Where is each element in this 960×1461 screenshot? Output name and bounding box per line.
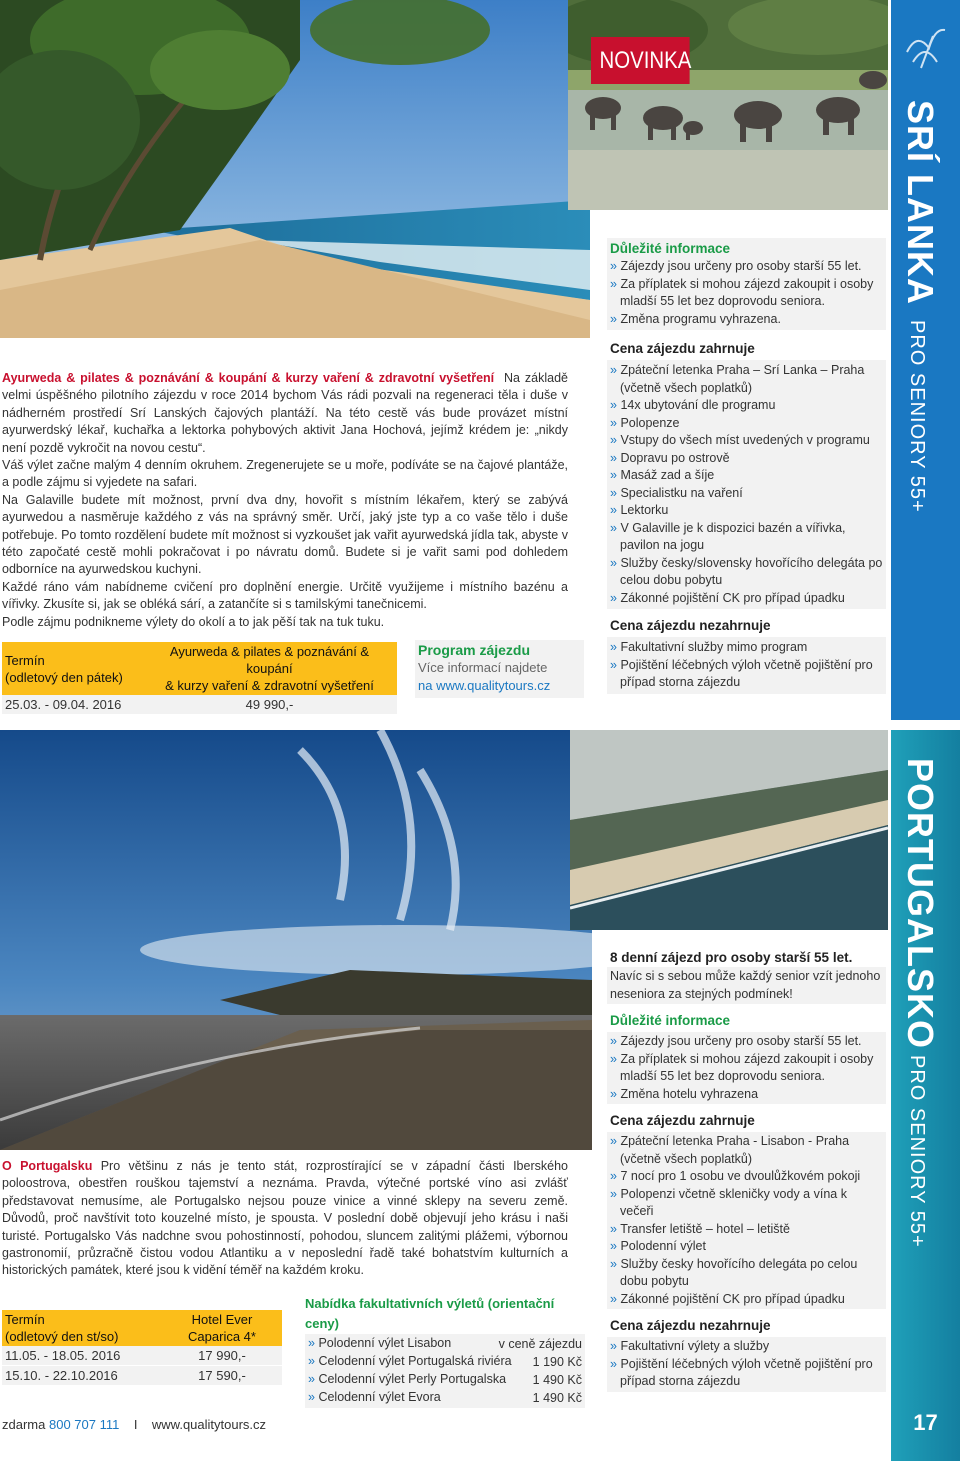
portugal-headline-sub: Navíc si s sebou může každý senior vzít jednoho neseniora za stejných podmínek! <box>610 969 881 1001</box>
portugal-date-2: 15.10. - 22.10.2016 <box>5 1368 118 1383</box>
bird-logo-icon <box>903 22 949 72</box>
trip-name: » Polodenní výlet Lisabon <box>308 1335 451 1353</box>
srilanka-incl-title: Cena zájezdu zahrnuje <box>610 341 755 356</box>
list-item: » Za příplatek si mohou zájezd zakoupit i osoby mladší 55 let bez doprovodu seniora. <box>610 1051 883 1086</box>
trips-title: Nabídka fakultativních výletů (orientační ceny) <box>305 1296 555 1331</box>
list-item: » Zájezdy jsou určeny pro osoby starší 55 let. <box>610 1033 883 1051</box>
trip-price: 1 490 Kč <box>532 1373 582 1387</box>
portugal-paragraph <box>2 1158 568 1280</box>
program-title: Program zájezdu <box>418 642 531 658</box>
portugal-excl-box <box>607 1337 886 1392</box>
srilanka-sidebar <box>891 0 960 720</box>
list-item: » Služby česky/slovensky hovořícího delegáta po celou dobu pobytu <box>610 555 883 590</box>
srilanka-price: 49 990,- <box>245 697 294 712</box>
trips-box <box>305 1334 585 1408</box>
portugal-sidebar <box>891 730 960 1461</box>
srilanka-side-title: SRÍ LANKA <box>900 100 941 305</box>
footer-separator: I <box>133 1417 138 1432</box>
portugal-hotel-label: Hotel Ever <box>191 1312 253 1327</box>
elephants-photo <box>568 0 888 210</box>
footer-web-link[interactable]: www.qualitytours.cz <box>151 1417 267 1432</box>
portugal-info-column <box>607 948 886 1392</box>
list-item: » Fakultativní výlety a služby <box>610 1338 883 1356</box>
program-line-1: Více informací najdete <box>418 660 548 675</box>
portugal-excl-title: Cena zájezdu nezahrnuje <box>610 1318 771 1333</box>
trip-row <box>308 1371 582 1389</box>
portugal-term-label: Termín <box>5 1312 45 1327</box>
trip-name: » Celodenní výlet Evora <box>308 1389 441 1407</box>
portugal-text: Pro většinu z nás je tento stát, rozprostírající se v západní části Iberského poloostrova, obestřen rouškou tajemství a neznáma. Pravda, výtečné portské víno asi zvlášť představovat nemusíme, ale Portugalsko nejsou pouze vinice a vinné sklepy na severu země. Důvodů, proč navštívit toto kouzelné místo, je spousta. V poslední době objevují jeho krásu i naši turisté. Portugalsko Vás nadchne svou pohostinností, pohodou, sluncem zalitými plážemi, výbornou gastronomií, průzračně čistou vodou Atlantiku a v neposlední řadě také bohatstvím kulturních a historických památek, které jsou k vidění téměř na každém kroku. <box>2 1159 568 1278</box>
trip-row <box>308 1389 582 1407</box>
portugal-price-1: 17 990,- <box>198 1348 246 1363</box>
portugal-important-title: Důležité informace <box>610 1013 731 1028</box>
list-item: » Zákonné pojištění CK pro případ úpadku <box>610 1291 883 1309</box>
list-item: » Zákonné pojištění CK pro případ úpadku <box>610 590 883 608</box>
list-item: » Fakultativní služby mimo program <box>610 639 883 657</box>
portugal-lead: O Portugalsku <box>2 1159 93 1173</box>
list-item: » Zájezdy jsou určeny pro osoby starší 55 let. <box>610 258 883 276</box>
list-item: » Pojištění léčebných výloh včetně pojištění pro případ storna zájezdu <box>610 1356 883 1391</box>
list-item: » Transfer letiště – hotel – letiště <box>610 1221 883 1239</box>
srilanka-program-label-1: Ayurweda & pilates & poznávání & koupání <box>169 644 370 676</box>
trip-price: 1 190 Kč <box>532 1355 582 1369</box>
portugal-table-header <box>2 1310 282 1346</box>
srilanka-excl-box <box>607 637 886 694</box>
srilanka-info-column <box>607 238 886 694</box>
list-item: » Služby česky hovořícího delegáta po celou dobu pobytu <box>610 1256 883 1291</box>
srilanka-intro-title: Ayurweda & pilates & poznávání & koupání & kurzy vaření & zdravotní vyšetření <box>2 371 495 385</box>
srilanka-program-label-2: & kurzy vaření & zdravotní vyšetření <box>165 678 374 693</box>
portugal-important-box <box>607 1032 886 1104</box>
table-row <box>2 695 397 714</box>
list-item: » Změna hotelu vyhrazena <box>610 1086 883 1104</box>
program-link[interactable]: na www.qualitytours.cz <box>418 678 551 693</box>
srilanka-paragraph-5: Podle zájmu podnikneme výlety do okolí a to jak pěší tak na tuk tuku. <box>2 614 385 629</box>
list-item: » Pojištění léčebných výloh včetně pojištění pro případ storna zájezdu <box>610 657 883 692</box>
portugal-trips <box>305 1294 585 1408</box>
srilanka-paragraph-2: Váš výlet začne malým 4 denním okruhem. Zregenerujete se u moře, podíváte se na čajové plantáže, a podle zájmu si vyjedete na safari. <box>2 458 568 490</box>
table-row <box>2 1366 282 1386</box>
list-item: » Zpáteční letenka Praha – Srí Lanka – Praha (včetně všech poplatků) <box>610 362 883 397</box>
portugal-headline: 8 denní zájezd pro osoby starší 55 let. <box>610 950 853 965</box>
footer-label: zdarma <box>2 1417 46 1432</box>
portugal-price-2: 17 590,- <box>198 1368 246 1383</box>
portugal-headline-box <box>607 967 886 1004</box>
list-item: » Lektorku <box>610 502 883 520</box>
srilanka-date: 25.03. - 09.04. 2016 <box>5 697 122 712</box>
portugal-term-table <box>2 1310 282 1385</box>
list-item: » Dopravu po ostrově <box>610 450 883 468</box>
trip-name: » Celodenní výlet Perly Portugalska <box>308 1371 506 1389</box>
list-item: » Zpáteční letenka Praha - Lisabon - Praha (včetně všech poplatků) <box>610 1133 883 1168</box>
portugal-side-title: PORTUGALSKO <box>900 758 941 1050</box>
srilanka-important-box <box>607 238 886 330</box>
srilanka-important-title: Důležité informace <box>610 241 731 256</box>
trip-row <box>308 1335 582 1353</box>
trip-price: 1 490 Kč <box>532 1391 582 1405</box>
portugal-date-1: 11.05. - 18.05. 2016 <box>5 1348 121 1363</box>
srilanka-term-label: Termín <box>5 652 45 668</box>
srilanka-term-sub: (odletový den pátek) <box>5 669 123 685</box>
novinka-text: NOVINKA <box>599 46 692 74</box>
list-item: » Za příplatek si mohou zájezd zakoupit i osoby mladší 55 let bez doprovodu seniora. <box>610 276 883 311</box>
srilanka-text-1: Na základě velmi úspěšného pilotního zájezdu v roce 2014 bychom Vás rádi pozvali na regeneraci těla i duše v nádherném prostředí Srí Lanských čajových plantáží. Na této cestě vás bude provázet místní ayurwerdský lékař, kuchařka a lektorka pohybových aktivit Jana Hochová, jejímž krédem je: „nikdy není pozdě vykročit na novou cestu“. <box>2 371 568 455</box>
list-item: » V Galaville je k dispozici bazén a vířivka, pavilon na jogu <box>610 520 883 555</box>
aerial-beach-photo <box>570 730 888 930</box>
srilanka-excl-title: Cena zájezdu nezahrnuje <box>610 618 771 633</box>
trip-price: v ceně zájezdu <box>498 1337 582 1351</box>
list-item: » Specialistku na vaření <box>610 485 883 503</box>
list-item: » 14x ubytování dle programu <box>610 397 883 415</box>
beach-photo <box>0 0 590 338</box>
srilanka-paragraph-4: Každé ráno vám nabídneme cvičení pro doplnění energie. Určitě využijeme i místního bazénu a vířivky. Zkusíte si, jak se obléká sárí, a zatančíte si s tamilskými tanečnicemi. <box>2 579 568 612</box>
portugal-incl-title: Cena zájezdu zahrnuje <box>610 1113 755 1128</box>
coast-photo <box>0 730 592 1150</box>
list-item: » Vstupy do všech míst uvedených v programu <box>610 432 883 450</box>
page-number: 17 <box>913 1410 938 1435</box>
srilanka-intro <box>2 370 568 631</box>
footer-phone[interactable]: 800 707 111 <box>48 1417 120 1432</box>
trip-row <box>308 1353 582 1371</box>
list-item: » Změna programu vyhrazena. <box>610 311 883 329</box>
list-item: » Polopenze <box>610 415 883 433</box>
srilanka-paragraph-1 <box>2 370 568 457</box>
portugal-incl-box <box>607 1132 886 1309</box>
footer <box>2 1417 266 1432</box>
list-item: » Polodenní výlet <box>610 1238 883 1256</box>
list-item: » Polopenzi včetně skleničky vody a vína k večeři <box>610 1186 883 1221</box>
srilanka-table-header <box>2 642 397 695</box>
srilanka-side-sub: PRO SENIORY 55+ <box>906 320 928 513</box>
novinka-badge <box>591 37 690 84</box>
table-row <box>2 1346 282 1366</box>
srilanka-program-box <box>415 640 584 698</box>
srilanka-term-table <box>2 642 397 714</box>
srilanka-incl-box <box>607 360 886 609</box>
portugal-term-sub: (odletový den st/so) <box>5 1329 119 1344</box>
trip-name: » Celodenní výlet Portugalská riviéra <box>308 1353 512 1371</box>
portugal-side-sub: PRO SENIORY 55+ <box>906 1055 928 1248</box>
list-item: » Masáž zad a šíje <box>610 467 883 485</box>
portugal-hotel-sub: Caparica 4* <box>188 1329 256 1344</box>
srilanka-paragraph-3: Na Galaville budete mít možnost, první dva dny, hovořit s místním lékařem, který se zabývá ayurwedou a nasměruje každého z vás na správný směr. Určí, jaký jste typ a co vaše tělo i duše potřebuje. Po tomto rozdělení budete mít možnost si vyzkoušet jak vařit ayurwedská jídla tak, abyste v této započaté cestě mohli pokračovat i po návratu domů. Budete si je vařit sami pod dohledem odborníce na ayurwedskou kuchyni. <box>2 492 568 577</box>
list-item: » 7 nocí pro 1 osobu ve dvoulůžkovém pokoji <box>610 1168 883 1186</box>
